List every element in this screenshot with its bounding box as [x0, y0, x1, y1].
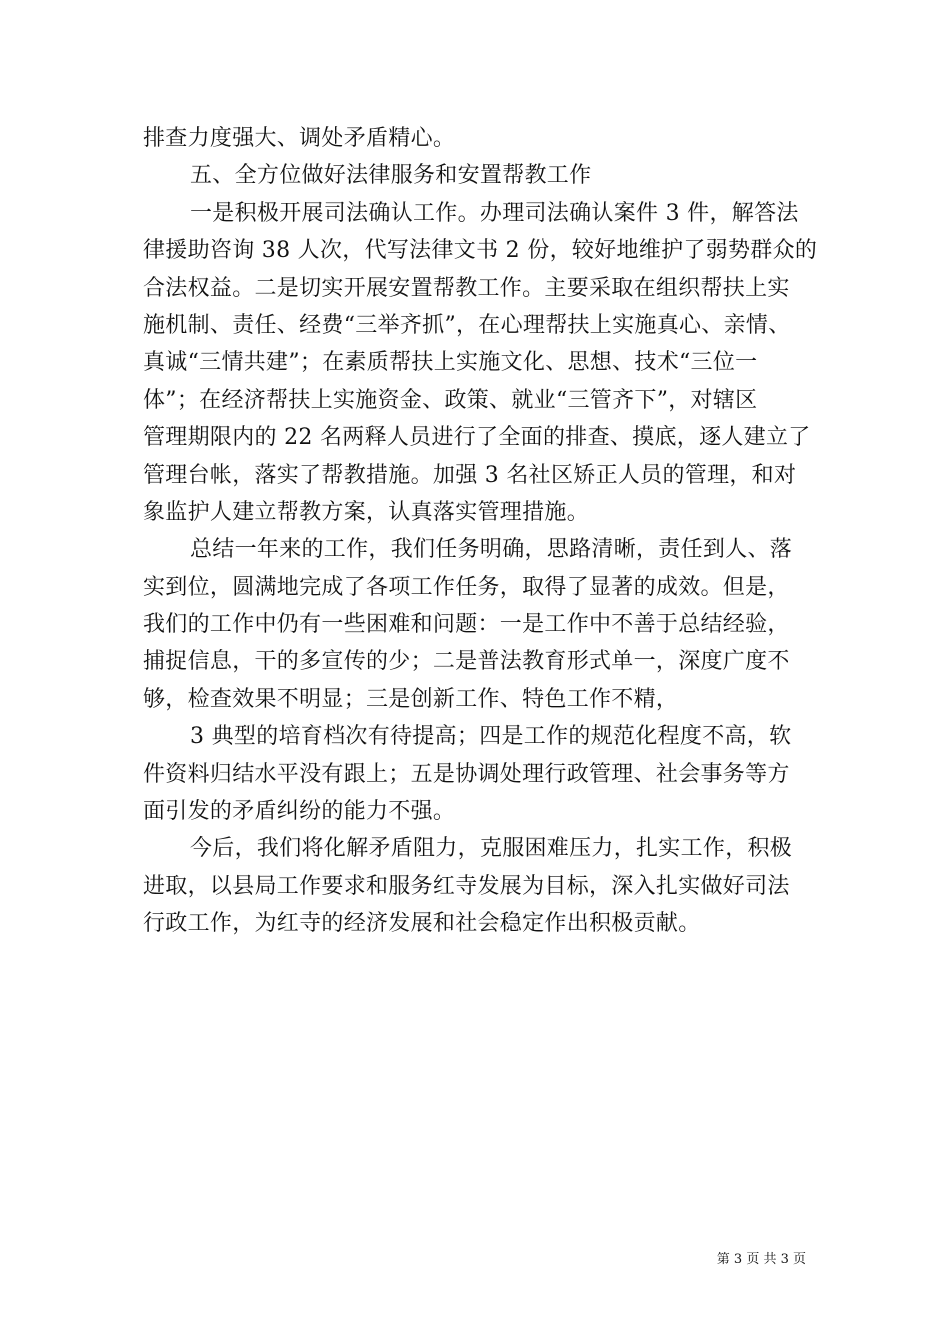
text-line: 排查力度强大、调处矛盾精心。 [143, 126, 456, 151]
text-line: 象监护人建立帮教方案，认真落实管理措施。 [143, 499, 590, 525]
text-line: 管理期限内的 22 名两释人员进行了全面的排查、摸底，逐人建立了 [143, 425, 811, 451]
text-line: 进取，以县局工作要求和服务红寺发展为目标，深入扎实做好司法 [143, 873, 790, 899]
page-number-footer: 第 3 页 共 3 页 [716, 1252, 806, 1267]
text-line: 总结一年来的工作，我们任务明确，思路清晰，责任到人、落 [190, 537, 793, 563]
text-line: 行政工作，为红寺的经济发展和社会稳定作出积极贡献。 [143, 911, 701, 937]
text-line: 面引发的矛盾纠纷的能力不强。 [143, 799, 456, 825]
text-line: 实到位，圆满地完成了各项工作任务，取得了显著的成效。但是， [143, 574, 790, 600]
text-line: 一是积极开展司法确认工作。办理司法确认案件 3 件，解答法 [190, 200, 799, 226]
text-line: 今后，我们将化解矛盾阻力，克服困难压力，扎实工作，积极 [190, 836, 793, 862]
text-line: 够，检查效果不明显；三是创新工作、特色工作不精， [143, 686, 679, 712]
text-line: 真诚“三情共建”；在素质帮扶上实施文化、思想、技术“三位一 [143, 350, 758, 376]
text-line: 我们的工作中仍有一些困难和问题：一是工作中不善于总结经验， [143, 612, 790, 638]
text-line: 3 典型的培育档次有待提高；四是工作的规范化程度不高，软 [190, 724, 792, 750]
text-line: 施机制、责任、经费“三举齐抓”，在心理帮扶上实施真心、亲情、 [143, 312, 791, 338]
text-line: 件资料归结水平没有跟上；五是协调处理行政管理、社会事务等方 [143, 761, 790, 787]
text-line: 体”；在经济帮扶上实施资金、政策、就业“三管齐下”，对辖区 [143, 387, 758, 413]
text-line: 律援助咨询 38 人次，代写法律文书 2 份，较好地维护了弱势群众的 [143, 238, 818, 264]
body-text [143, 120, 818, 943]
section-heading: 五、全方位做好法律服务和安置帮教工作 [190, 163, 592, 189]
text-line: 捕捉信息，干的多宣传的少；二是普法教育形式单一，深度广度不 [143, 649, 790, 675]
text-line: 管理台帐，落实了帮教措施。加强 3 名社区矫正人员的管理，和对 [143, 462, 797, 488]
text-line: 合法权益。二是切实开展安置帮教工作。主要采取在组织帮扶上实 [143, 275, 790, 301]
